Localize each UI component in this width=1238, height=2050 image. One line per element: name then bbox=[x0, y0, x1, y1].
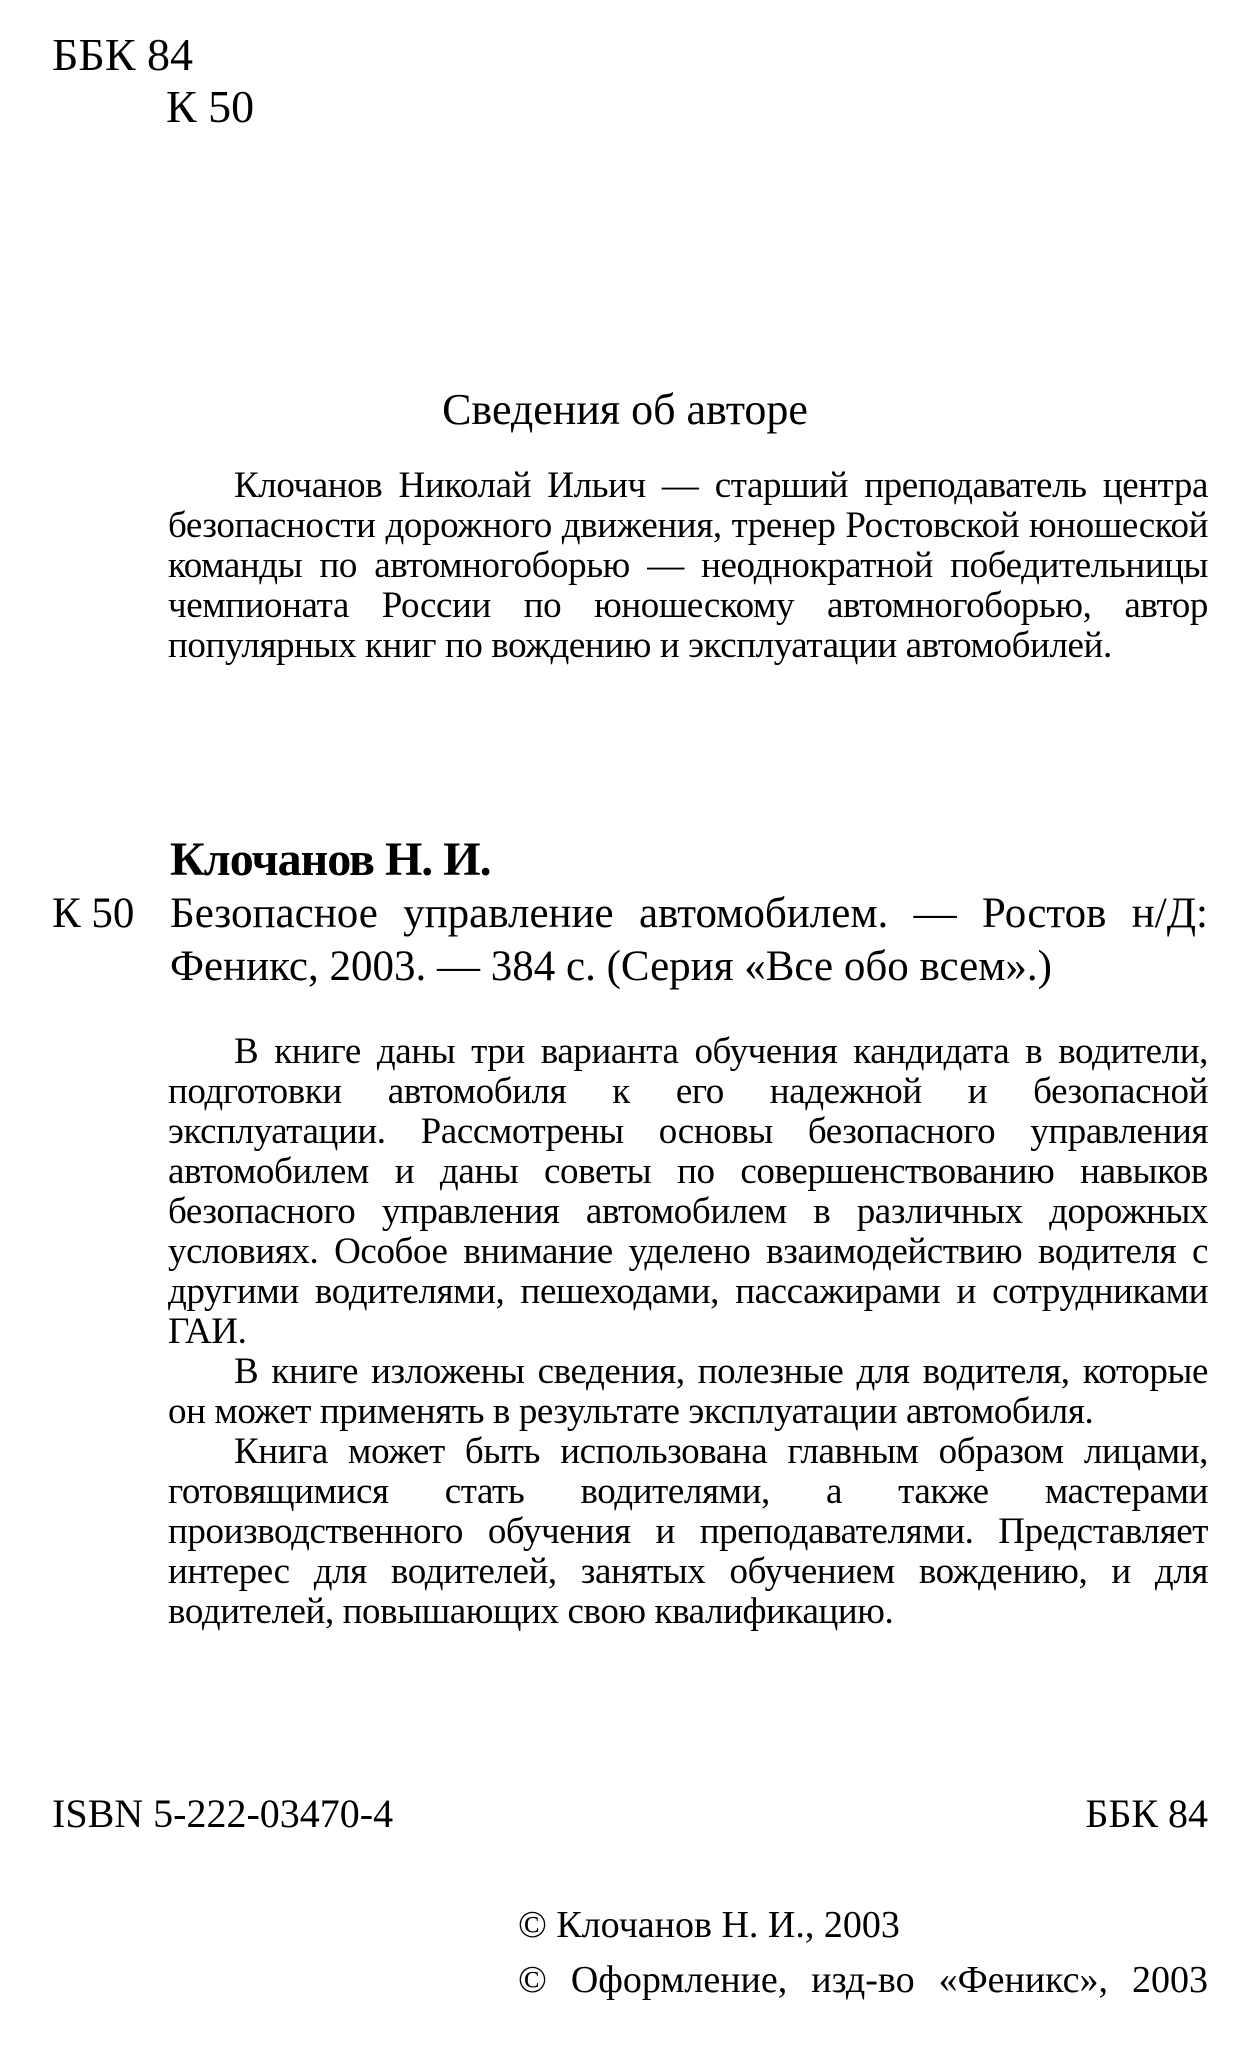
author-mark-top: К 50 bbox=[166, 81, 255, 132]
book-author: Клочанов Н. И. bbox=[170, 833, 491, 886]
bbk-index-top: ББК 84 bbox=[52, 29, 194, 80]
abstract bbox=[168, 1032, 1208, 1632]
author-info-text: Клочанов Николай Ильич — старший преподаватель центра безопасности дорожного движения, тренер Ростовской юношеской команды по автомногоборью — неоднократной победительницы чемпионата России по юношескому автомногоборью, автор популярных книг по вождению и эксплуатации автомобилей. bbox=[168, 465, 1208, 666]
abstract-paragraph-2: В книге изложены сведения, полезные для водителя, которые он может применять в результате эксплуатации автомобиля. bbox=[168, 1351, 1208, 1432]
book-title-line-1: Безопасное управление автомобилем. — Ростов н/Д: bbox=[170, 890, 1208, 937]
bbk-index-bottom: ББК 84 bbox=[1085, 1791, 1208, 1836]
isbn: ISBN 5-222-03470-4 bbox=[52, 1791, 394, 1836]
book-title-line-2: Феникс, 2003. — 384 с. (Серия «Все обо всем».) bbox=[170, 943, 1053, 990]
copyright-publisher: © Оформление, изд-во «Феникс», 2003 bbox=[518, 1959, 1208, 2001]
author-mark: К 50 bbox=[52, 890, 135, 937]
author-info-heading: Сведения об авторе bbox=[442, 385, 808, 434]
copyright-author: © Клочанов Н. И., 2003 bbox=[518, 1904, 900, 1946]
abstract-paragraph-1: В книге даны три варианта обучения кандидата в водители, подготовки автомобиля к его надежной и безопасной эксплуатации. Рассмотрены основы безопасного управления автомобилем и даны советы по совершенствованию навыков безопасного управления автомобилем в различных дорожных условиях. Особое внимание уделено взаимодействию водителя с другими водителями, пешеходами, пассажирами и сотрудниками ГАИ. bbox=[168, 1031, 1208, 1352]
abstract-paragraph-3: Книга может быть использована главным образом лицами, готовящимися стать водителями, а также мастерами производственного обучения и преподавателями. Представляет интерес для водителей, занятых обучением вождению, и для водителей, повышающих свою квалификацию. bbox=[168, 1431, 1208, 1632]
